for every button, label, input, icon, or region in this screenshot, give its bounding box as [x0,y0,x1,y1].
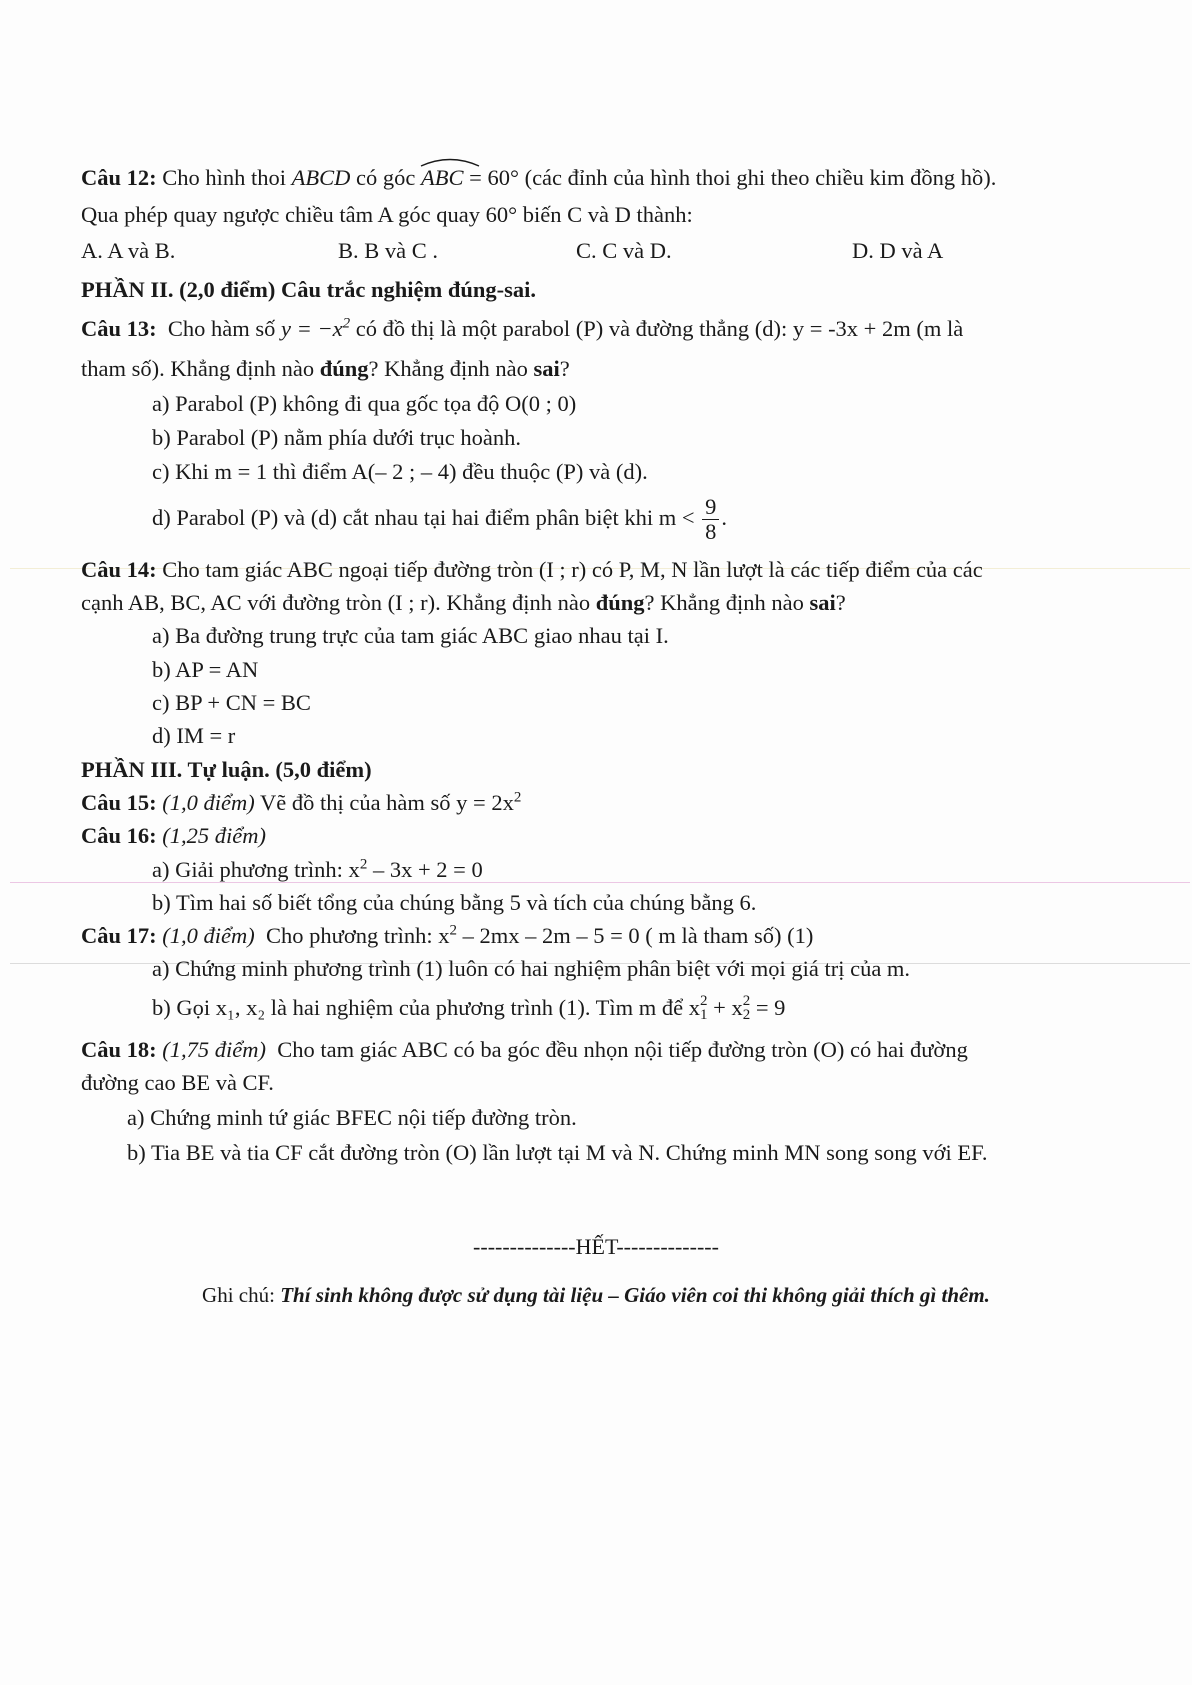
q12-text: (các đỉnh của hình thoi ghi theo chiều kim đồng hồ). [524,165,997,190]
q13-label: Câu 13: [81,316,157,341]
angle-value: = 60° [469,165,519,190]
q12-options [0,236,1192,266]
angle-abc: ABC [421,163,464,193]
true-word: đúng [319,356,369,381]
q17-condition: x 2 1 + x 2 2 = 9 [688,993,786,1023]
q13-item-a: a) Parabol (P) không đi qua gốc tọa độ O(0 ; 0) [152,391,577,416]
q12-text: Cho hình thoi [162,165,287,190]
q13-text: ? Khẳng định nào [368,356,528,381]
note-label: Ghi chú: [202,1283,275,1307]
q14-text: Cho tam giác ABC ngoại tiếp đường tròn (I ; r) có P, M, N lần lượt là các tiếp điểm của các [162,557,983,582]
q17-item-b: b) Gọi x₁, x₂ là hai nghiệm của phương trình (1). Tìm m để x 2 1 + x 2 2 = 9 [152,993,786,1023]
q17-label: Câu 17: [81,923,157,948]
q13-text: tham số). Khẳng định nào [81,356,315,381]
part2-title: PHẦN II. (2,0 điểm) Câu trắc nghiệm đúng-sai. [81,277,537,302]
q13-item-c: c) Khi m = 1 thì điểm A(– 2 ; – 4) đều thuộc (P) và (d). [152,459,648,484]
q18-label: Câu 18: [81,1037,157,1062]
q13-function: $y = -x^2$ [281,315,351,341]
part3-title: PHẦN III. Tự luận. (5,0 điểm) [81,757,372,782]
q18-item-a: a) Chứng minh tứ giác BFEC nội tiếp đường tròn. [127,1105,577,1130]
q13-item-d-text: d) Parabol (P) và (d) cắt nhau tại hai điểm phân biệt khi m < [152,505,695,530]
q13-line1 [81,314,963,344]
q13-item-b: b) Parabol (P) nằm phía dưới trục hoành. [152,425,522,450]
q12-option-d: D. D và A [852,238,944,263]
q12-option-c: C. C và D. [576,238,672,263]
q16-line [81,821,266,851]
q18-score: (1,75 điểm) [162,1037,266,1062]
q17-equation: Cho phương trình: $x^2 - 2mx - 2m - 5 = 0$ ( m là tham số) (1) [266,922,814,948]
q14-text: cạnh AB, BC, AC với đường tròn (I ; r). Khẳng định nào [81,590,591,615]
q14-item-c: c) BP + CN = BC [152,690,311,715]
q12-option-b: B. B và C . [338,238,439,263]
q15-label: Câu 15: [81,790,157,815]
q13-text: Cho hàm số [167,316,276,341]
q18-line1 [81,1035,968,1065]
q14-item-d: d) IM = r [152,723,236,748]
q13-text: có đồ thị là một parabol (P) và đường thẳng (d): y = -3x + 2m (m là [355,316,964,341]
q12-line1 [81,163,996,193]
q17-score: (1,0 điểm) [162,923,255,948]
q12-text: có góc [356,165,416,190]
q18-item-b: b) Tia BE và tia CF cắt đường tròn (O) lần lượt tại M và N. Chứng minh MN song song với EF. [127,1140,988,1165]
false-word: sai [809,590,836,615]
q16-score: (1,25 điểm) [162,823,266,848]
q17-item-a: a) Chứng minh phương trình (1) luôn có hai nghiệm phân biệt với mọi giá trị của m. [152,956,911,981]
fraction: $\frac{9}{8}$ [702,495,719,544]
q16-item-b: b) Tìm hai số biết tổng của chúng bằng 5 và tích của chúng bằng 6. [152,890,757,915]
q14-item-b: b) AP = AN [152,657,259,682]
q15-line [81,788,521,818]
period: . [721,505,728,530]
note-text: Thí sinh không được sử dụng tài liệu – Giáo viên coi thi không giải thích gì thêm. [280,1283,990,1307]
q17-line [81,921,813,951]
q14-line2 [81,588,846,618]
q18-text: Cho tam giác ABC có ba góc đều nhọn nội tiếp đường tròn (O) có hai đường [277,1037,968,1062]
q13-item-d [152,490,727,546]
false-word: sai [533,356,560,381]
q12-option-a: A. A và B. [81,238,176,263]
q16-item-a: a) Giải phương trình: $x^2 - 3x + 2 = 0$ [152,856,483,882]
q14-text: ? [835,590,846,615]
q13-line2 [81,354,570,384]
q15-score: (1,0 điểm) [162,790,255,815]
q14-text: ? Khẳng định nào [644,590,804,615]
true-word: đúng [595,590,645,615]
q12-label: Câu 12: [81,165,157,190]
q12-line2: Qua phép quay ngược chiều tâm A góc quay 60° biến C và D thành: [81,202,693,227]
q12-shape: ABCD [291,165,351,190]
footer-note [0,1283,1192,1308]
q14-label: Câu 14: [81,557,157,582]
q16-label: Câu 16: [81,823,157,848]
q14-item-a: a) Ba đường trung trực của tam giác ABC giao nhau tại I. [152,623,669,648]
q15-text: Vẽ đồ thị của hàm số $y = 2x^2$ [259,789,522,815]
q14-line1 [81,555,983,585]
q13-text: ? [559,356,570,381]
q18-line2: đường cao BE và CF. [81,1070,274,1095]
end-marker: --------------HẾT-------------- [473,1234,719,1259]
